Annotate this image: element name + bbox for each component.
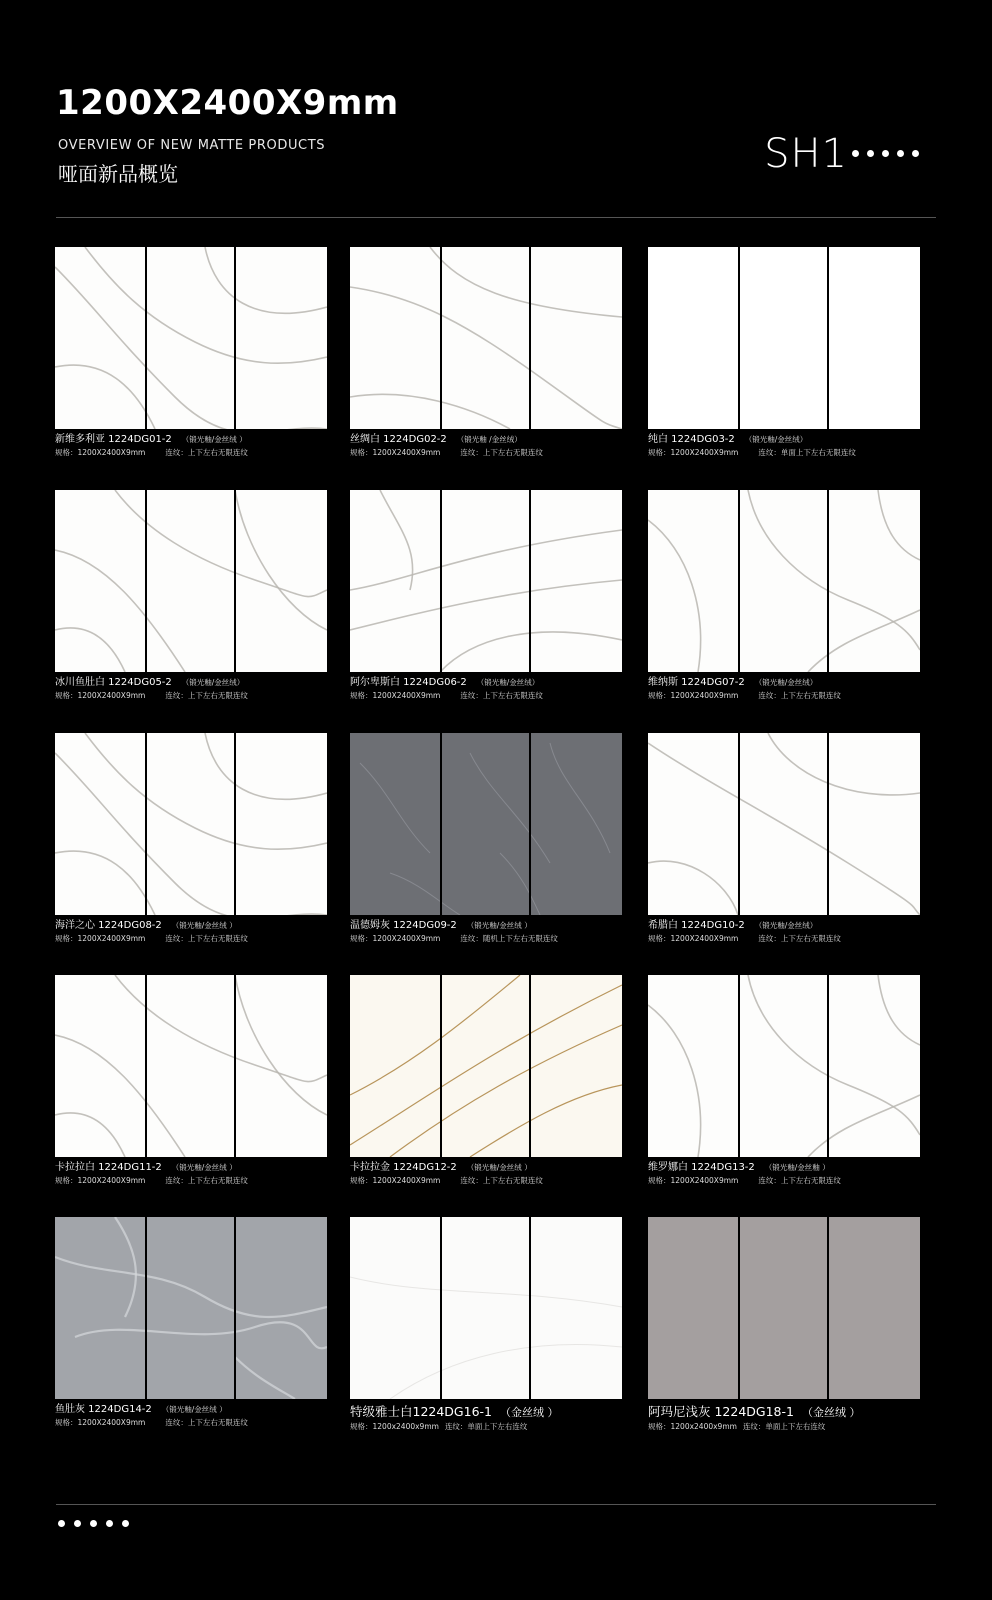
product-card [350, 975, 622, 1187]
product-card [350, 490, 622, 702]
product-size: 规格：1200X2400X9mm [648, 691, 739, 700]
tile-swatch-graphic [350, 975, 622, 1157]
product-pattern: 连纹：单面上下左右无限连纹 [758, 448, 856, 457]
panel-seam [145, 247, 147, 429]
tile-swatch-graphic [350, 247, 622, 429]
product-name-line [55, 433, 327, 447]
product-size: 规格：1200X2400X9mm [55, 1418, 146, 1427]
product-card [350, 247, 622, 459]
tile-image [648, 490, 920, 672]
product-size: 规格：1200X2400X9mm [55, 934, 146, 943]
product-size: 规格：1200X2400X9mm [350, 934, 441, 943]
product-finish: （锻光釉 /金丝绒） [456, 435, 522, 444]
product-card [648, 490, 920, 702]
product-name: 特级雅士白1224DG16-1 [350, 1404, 492, 1419]
product-spec-line [648, 447, 920, 459]
tile-surface [55, 975, 327, 1157]
product-spec-line [55, 1417, 327, 1429]
product-pattern: 连纹：上下左右无限连纹 [758, 1176, 841, 1185]
product-card [55, 975, 327, 1187]
panel-seam [440, 975, 442, 1157]
product-name: 希腊白 1224DG10-2 [648, 920, 745, 931]
product-pattern: 连纹：上下左右无限连纹 [460, 448, 543, 457]
subtitle-english: OVERVIEW OF NEW MATTE PRODUCTS [58, 138, 326, 153]
product-finish: （锻光釉/金丝绒） [754, 678, 818, 687]
product-pattern: 连纹：随机上下左右无限连纹 [460, 934, 558, 943]
product-name-line [350, 1404, 622, 1421]
product-name-line [648, 919, 920, 933]
product-spec-line [55, 447, 327, 459]
tile-image [55, 247, 327, 429]
product-name-line [350, 1161, 622, 1175]
panel-seam [440, 1217, 442, 1399]
product-name-line [648, 676, 920, 690]
tile-image [55, 975, 327, 1157]
product-finish: （锻光釉/金丝绒） [744, 435, 808, 444]
dot-icon [58, 1520, 65, 1527]
product-name: 阿尔卑斯白 1224DG06-2 [350, 677, 467, 688]
product-finish: （锻光釉/金丝绒 ） [466, 921, 532, 930]
footer-divider [56, 1504, 936, 1505]
product-card [648, 1217, 920, 1433]
product-finish: （锻光釉/金丝釉 ） [764, 1163, 830, 1172]
product-card [55, 733, 327, 945]
product-spec-line [648, 1175, 920, 1187]
product-pattern: 连纹：上下左右无限连纹 [758, 934, 841, 943]
tile-swatch-graphic [55, 1217, 327, 1399]
product-name-line [350, 433, 622, 447]
dot-icon [90, 1520, 97, 1527]
product-size: 规格：1200x2400x9mm [350, 1422, 439, 1431]
panel-seam [440, 490, 442, 672]
panel-seam [827, 733, 829, 915]
tile-swatch-graphic [55, 975, 327, 1157]
panel-seam [827, 247, 829, 429]
tile-surface [648, 490, 920, 672]
panel-seam [827, 490, 829, 672]
product-finish: （锻光釉/金丝绒 ） [171, 1163, 237, 1172]
page-title: 1200X2400X9mm [56, 83, 399, 123]
tile-surface [648, 247, 920, 429]
product-name-line [55, 919, 327, 933]
tile-swatch-graphic [350, 733, 622, 915]
tile-image [350, 247, 622, 429]
product-finish: （锻光釉/金丝绒） [754, 921, 818, 930]
product-pattern: 连纹：上下左右无限连纹 [165, 448, 248, 457]
tile-image [648, 1217, 920, 1399]
product-pattern: 连纹：上下左右无限连纹 [460, 691, 543, 700]
tile-image [350, 1217, 622, 1399]
product-finish: （锻光釉/金丝绒 ） [466, 1163, 532, 1172]
product-card [350, 733, 622, 945]
product-pattern: 连纹：上下左右无限连纹 [165, 1176, 248, 1185]
product-name: 温德姆灰 1224DG09-2 [350, 920, 457, 931]
product-name-line [55, 1161, 327, 1175]
product-name: 卡拉拉金 1224DG12-2 [350, 1162, 457, 1173]
tile-swatch-graphic [55, 247, 327, 429]
product-pattern: 连纹：上下左右无限连纹 [460, 1176, 543, 1185]
product-name: 鱼肚灰 1224DG14-2 [55, 1404, 152, 1415]
product-pattern: 连纹：上下左右无限连纹 [165, 1418, 248, 1427]
tile-image [350, 975, 622, 1157]
product-spec-line [55, 933, 327, 945]
product-name: 新维多利亚 1224DG01-2 [55, 434, 172, 445]
panel-seam [440, 247, 442, 429]
product-card [648, 247, 920, 459]
panel-seam [145, 1217, 147, 1399]
dot-icon [106, 1520, 113, 1527]
product-spec-line [350, 933, 622, 945]
product-name: 维罗娜白 1224DG13-2 [648, 1162, 755, 1173]
product-spec-line [350, 1421, 622, 1433]
panel-seam [738, 490, 740, 672]
tile-swatch-graphic [648, 1217, 920, 1399]
product-name-line [55, 676, 327, 690]
product-pattern: 连纹：单面上下左右连纹 [444, 1422, 528, 1431]
dot-icon [122, 1520, 129, 1527]
tile-swatch-graphic [648, 733, 920, 915]
panel-seam [529, 733, 531, 915]
tile-swatch-graphic [350, 1217, 622, 1399]
product-finish: （锻光釉/金丝绒 ） [171, 921, 237, 930]
panel-seam [145, 975, 147, 1157]
dot-icon [74, 1520, 81, 1527]
product-pattern: 连纹：上下左右无限连纹 [165, 691, 248, 700]
tile-surface [55, 490, 327, 672]
product-pattern: 连纹：上下左右无限连纹 [758, 691, 841, 700]
product-pattern: 连纹：单面上下左右连纹 [742, 1422, 826, 1431]
product-name: 海洋之心 1224DG08-2 [55, 920, 162, 931]
panel-seam [738, 1217, 740, 1399]
product-name-line [55, 1403, 327, 1417]
tile-image [55, 1217, 327, 1399]
tile-swatch-graphic [55, 490, 327, 672]
product-name: 维纳斯 1224DG07-2 [648, 677, 745, 688]
tile-image [350, 490, 622, 672]
tile-swatch-graphic [55, 733, 327, 915]
panel-seam [234, 247, 236, 429]
product-size: 规格：1200X2400X9mm [350, 1176, 441, 1185]
product-size: 规格：1200X2400X9mm [55, 1176, 146, 1185]
panel-seam [529, 247, 531, 429]
product-name: 阿玛尼浅灰 1224DG18-1 [648, 1404, 794, 1419]
product-spec-line [350, 447, 622, 459]
product-size: 规格：1200X2400X9mm [648, 1176, 739, 1185]
product-pattern: 连纹：上下左右无限连纹 [165, 934, 248, 943]
product-name-line [648, 1161, 920, 1175]
product-name: 卡拉拉白 1224DG11-2 [55, 1162, 162, 1173]
product-spec-line [648, 690, 920, 702]
tile-swatch-graphic [648, 247, 920, 429]
product-finish: （金丝绒 ） [801, 1406, 861, 1419]
product-finish: （锻光釉/金丝绒） [181, 678, 245, 687]
panel-seam [529, 490, 531, 672]
tile-swatch-graphic [648, 490, 920, 672]
product-card [350, 1217, 622, 1433]
tile-surface [350, 247, 622, 429]
tile-swatch-graphic [648, 975, 920, 1157]
product-size: 规格：1200X2400X9mm [55, 448, 146, 457]
decorative-dots-bottom [58, 1520, 129, 1527]
panel-seam [145, 490, 147, 672]
product-card [55, 247, 327, 459]
panel-seam [827, 975, 829, 1157]
tile-surface [55, 247, 327, 429]
panel-seam [529, 1217, 531, 1399]
tile-surface [350, 1217, 622, 1399]
product-card [55, 490, 327, 702]
tile-surface [55, 733, 327, 915]
panel-seam [529, 975, 531, 1157]
product-spec-line [55, 1175, 327, 1187]
panel-seam [440, 733, 442, 915]
tile-surface [648, 1217, 920, 1399]
panel-seam [234, 490, 236, 672]
product-name: 纯白 1224DG03-2 [648, 434, 735, 445]
tile-surface [55, 1217, 327, 1399]
tile-image [55, 490, 327, 672]
panel-seam [738, 733, 740, 915]
product-spec-line [648, 933, 920, 945]
series-code: SH1 [764, 131, 848, 177]
tile-image [55, 733, 327, 915]
product-spec-line [648, 1421, 920, 1433]
panel-seam [234, 733, 236, 915]
product-size: 规格：1200X2400X9mm [55, 691, 146, 700]
product-card [55, 1217, 327, 1429]
product-spec-line [350, 690, 622, 702]
product-spec-line [55, 690, 327, 702]
tile-image [350, 733, 622, 915]
product-size: 规格：1200X2400X9mm [648, 934, 739, 943]
panel-seam [738, 975, 740, 1157]
panel-seam [145, 733, 147, 915]
product-name: 冰川鱼肚白 1224DG05-2 [55, 677, 172, 688]
product-card [648, 975, 920, 1187]
product-name-line [350, 676, 622, 690]
product-spec-line [350, 1175, 622, 1187]
product-size: 规格：1200X2400X9mm [350, 448, 441, 457]
tile-image [648, 975, 920, 1157]
tile-image [648, 733, 920, 915]
tile-image [648, 247, 920, 429]
product-finish: （金丝绒 ） [500, 1406, 559, 1419]
product-name: 丝绸白 1224DG02-2 [350, 434, 447, 445]
product-card [648, 733, 920, 945]
tile-swatch-graphic [350, 490, 622, 672]
product-finish: （锻光釉/金丝绒 ） [181, 435, 247, 444]
product-finish: （锻光釉/金丝绒 ） [161, 1405, 227, 1414]
product-size: 规格：1200X2400X9mm [648, 448, 739, 457]
panel-seam [234, 975, 236, 1157]
product-name-line [648, 433, 920, 447]
panel-seam [234, 1217, 236, 1399]
product-name-line [648, 1404, 920, 1421]
tile-surface [350, 733, 622, 915]
product-size: 规格：1200X2400X9mm [350, 691, 441, 700]
subtitle-chinese: 哑面新品概览 [58, 162, 178, 186]
tile-surface [648, 975, 920, 1157]
product-name-line [350, 919, 622, 933]
panel-seam [827, 1217, 829, 1399]
product-finish: （锻光釉/金丝绒） [476, 678, 540, 687]
panel-seam [738, 247, 740, 429]
product-size: 规格：1200x2400x9mm [648, 1422, 737, 1431]
